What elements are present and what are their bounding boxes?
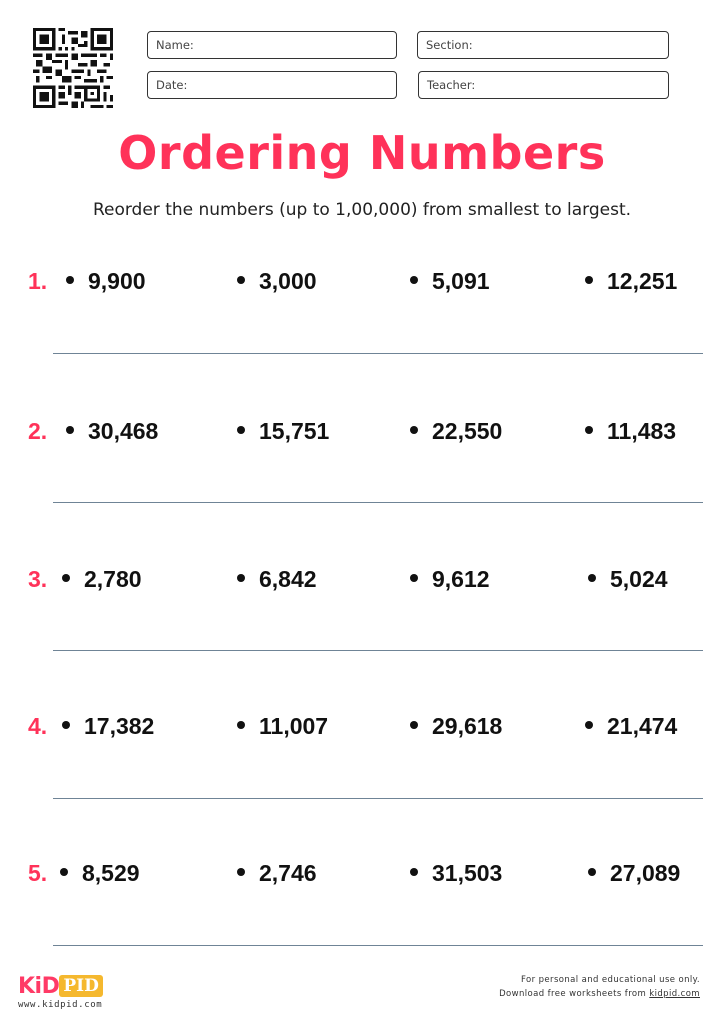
footer-notice xyxy=(499,973,700,1001)
bullet-icon xyxy=(585,721,593,729)
bullet-icon xyxy=(66,276,74,284)
number-item: 8,529 xyxy=(60,860,140,887)
answer-line-1[interactable] xyxy=(53,353,703,354)
bullet-icon xyxy=(410,721,418,729)
number-item: 11,483 xyxy=(585,418,676,445)
bullet-icon xyxy=(410,868,418,876)
bullet-icon xyxy=(60,868,68,876)
logo-kid-text: KiD xyxy=(18,974,60,999)
question-number: 5. xyxy=(28,860,48,886)
bullet-icon xyxy=(410,426,418,434)
question-row-1 xyxy=(0,268,724,298)
bullet-icon xyxy=(410,276,418,284)
number-item: 29,618 xyxy=(410,713,502,740)
answer-line-3[interactable] xyxy=(53,650,703,651)
date-field[interactable] xyxy=(147,71,397,99)
number-item: 15,751 xyxy=(237,418,329,445)
bullet-icon xyxy=(588,868,596,876)
number-item: 22,550 xyxy=(410,418,502,445)
number-item: 5,024 xyxy=(588,566,668,593)
answer-line-4[interactable] xyxy=(53,798,703,799)
bullet-icon xyxy=(588,574,596,582)
question-number: 4. xyxy=(28,713,48,739)
answer-line-2[interactable] xyxy=(53,502,703,503)
number-item: 30,468 xyxy=(66,418,158,445)
number-item: 11,007 xyxy=(237,713,328,740)
number-item: 12,251 xyxy=(585,268,677,295)
bullet-icon xyxy=(237,574,245,582)
number-item: 27,089 xyxy=(588,860,680,887)
question-row-2 xyxy=(0,418,724,448)
answer-line-5[interactable] xyxy=(53,945,703,946)
date-label: Date: xyxy=(156,78,188,92)
page-title: Ordering Numbers xyxy=(118,126,606,180)
teacher-field[interactable] xyxy=(418,71,669,99)
bullet-icon xyxy=(237,276,245,284)
number-item: 3,000 xyxy=(237,268,317,295)
number-item: 2,746 xyxy=(237,860,317,887)
question-row-3 xyxy=(0,566,724,596)
bullet-icon xyxy=(62,574,70,582)
number-item: 21,474 xyxy=(585,713,677,740)
number-item: 6,842 xyxy=(237,566,317,593)
number-item: 2,780 xyxy=(62,566,142,593)
number-item: 9,612 xyxy=(410,566,490,593)
bullet-icon xyxy=(585,276,593,284)
bullet-icon xyxy=(237,868,245,876)
bullet-icon xyxy=(410,574,418,582)
bullet-icon xyxy=(66,426,74,434)
logo-url: www.kidpid.com xyxy=(18,1000,103,1010)
footer-line-1: For personal and educational use only. xyxy=(521,975,700,985)
question-number: 1. xyxy=(28,268,48,294)
name-field[interactable] xyxy=(147,31,397,59)
question-number: 3. xyxy=(28,566,48,592)
kidpid-logo xyxy=(18,974,103,999)
teacher-label: Teacher: xyxy=(427,78,476,92)
section-label: Section: xyxy=(426,38,473,52)
section-field[interactable] xyxy=(417,31,669,59)
number-item: 9,900 xyxy=(66,268,146,295)
bullet-icon xyxy=(62,721,70,729)
instructions: Reorder the numbers (up to 1,00,000) from smallest to largest. xyxy=(92,200,632,220)
question-row-4 xyxy=(0,713,724,743)
bullet-icon xyxy=(237,721,245,729)
footer-line-2: Download free worksheets from kidpid.com xyxy=(499,989,700,999)
qr-code-icon xyxy=(33,28,113,108)
name-label: Name: xyxy=(156,38,194,52)
number-item: 17,382 xyxy=(62,713,154,740)
number-item: 31,503 xyxy=(410,860,502,887)
question-number: 2. xyxy=(28,418,48,444)
question-row-5 xyxy=(0,860,724,890)
logo-pid-badge: PID xyxy=(59,975,102,997)
bullet-icon xyxy=(237,426,245,434)
number-item: 5,091 xyxy=(410,268,490,295)
bullet-icon xyxy=(585,426,593,434)
kidpid-link[interactable]: kidpid.com xyxy=(649,989,700,999)
